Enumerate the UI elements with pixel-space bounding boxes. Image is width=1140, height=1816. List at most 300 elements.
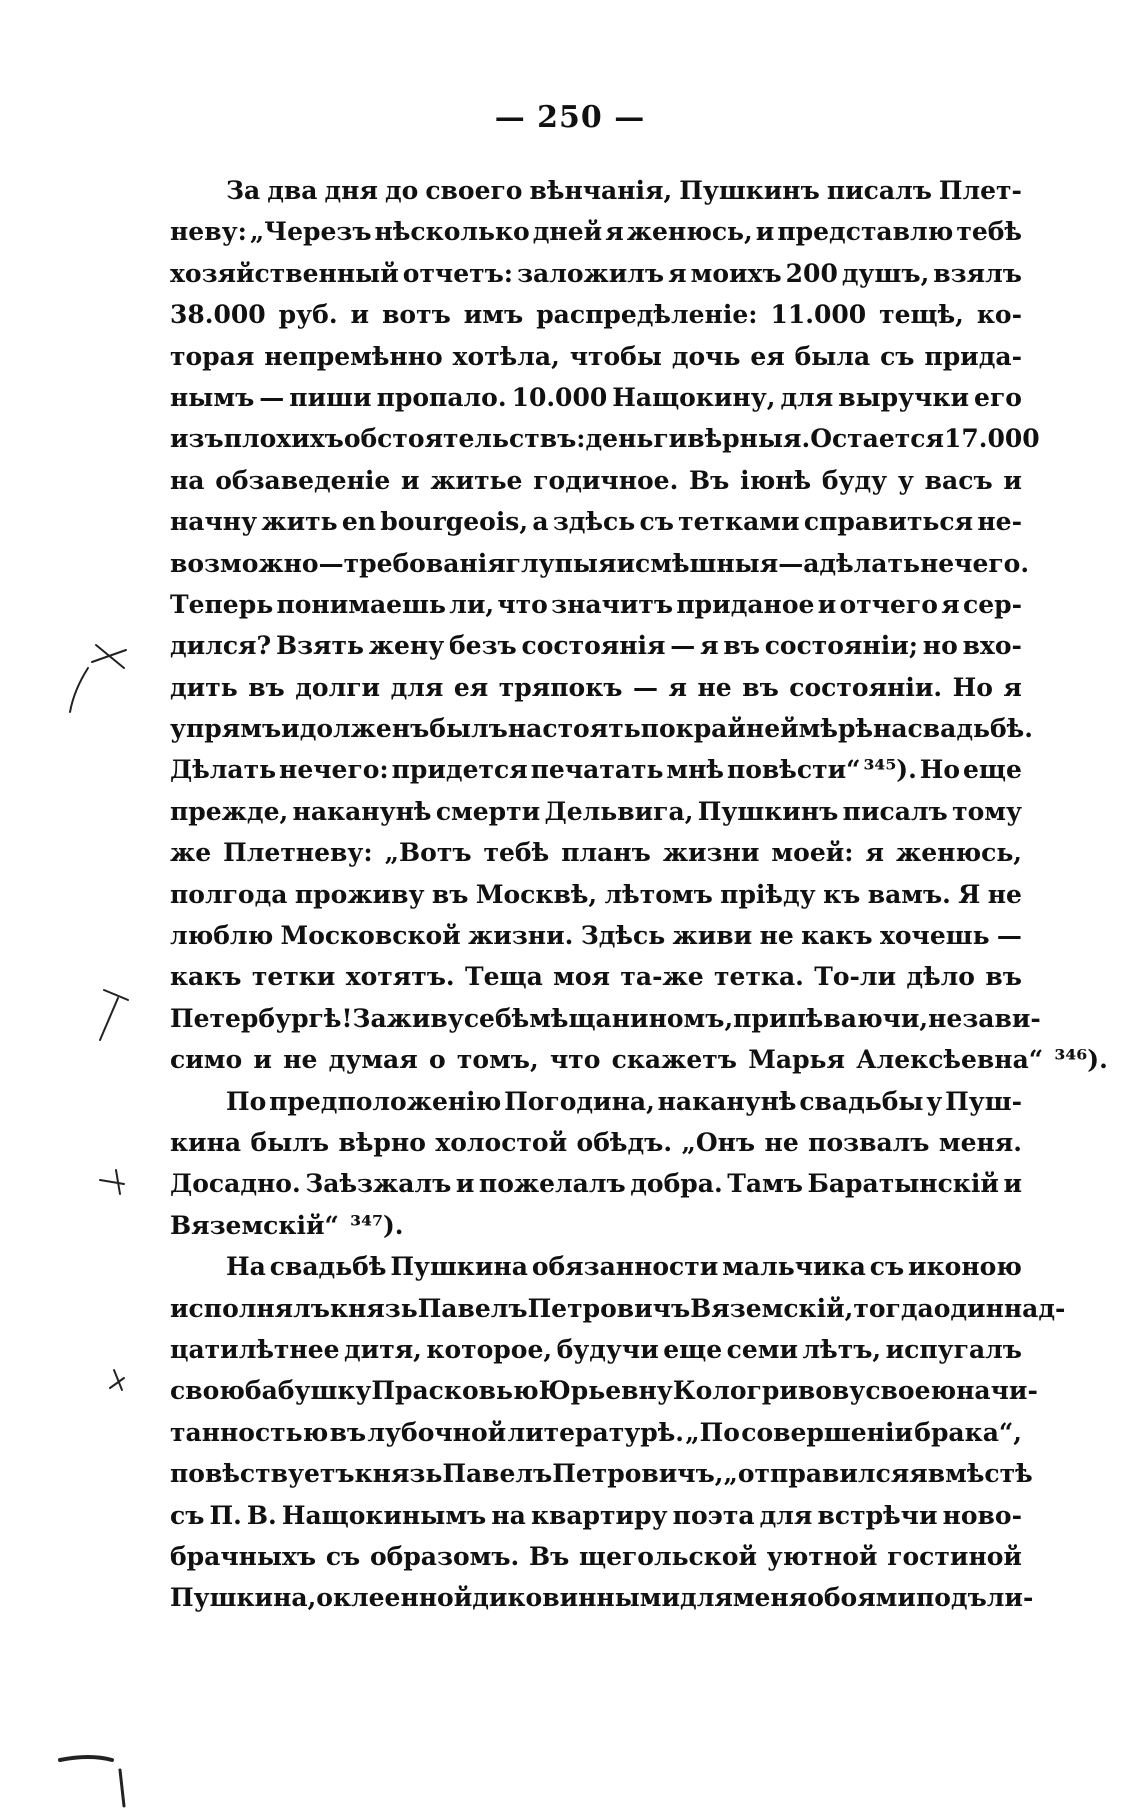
word: чтобы [569, 341, 662, 371]
word: придется [391, 755, 528, 785]
word: Заѣзжалъ [305, 1169, 452, 1199]
word: лубочной [367, 1417, 507, 1447]
word: не [987, 879, 1022, 909]
word: пропало. [376, 382, 507, 412]
word: хотѣла, [452, 341, 560, 371]
word: тряпокъ [498, 672, 623, 702]
word: его [974, 382, 1022, 412]
word: Москвѣ, [475, 879, 598, 909]
word: 38.000 [170, 300, 266, 330]
word: печатать [530, 755, 664, 785]
word: Пушкинъ [697, 796, 839, 826]
word: Петербургѣ! [170, 1003, 353, 1033]
word: прежде, [170, 796, 289, 826]
word: въ [431, 879, 469, 909]
word: В. [246, 1500, 277, 1530]
word: въ [742, 672, 779, 702]
word: повѣсти“ [726, 755, 861, 785]
word: Дельвига, [544, 796, 694, 826]
word: мальчика [722, 1252, 866, 1282]
word: князь [329, 1293, 418, 1323]
word: упрямъ [170, 714, 282, 744]
word: неву: [170, 217, 247, 247]
pencil-mark [100, 998, 118, 1040]
word: жизни [662, 838, 760, 868]
word: незави- [928, 1003, 1041, 1033]
word: „По [685, 1417, 740, 1447]
word: предположенію [269, 1086, 502, 1116]
word: Нащокинымъ [281, 1500, 487, 1530]
word: что [497, 589, 548, 619]
word: дитя, [344, 1334, 422, 1364]
word: своего [425, 176, 523, 205]
word: вхо- [962, 631, 1022, 661]
word: семи [726, 1334, 799, 1364]
word: встрѣчи [817, 1500, 938, 1530]
word: исполнялъ [170, 1293, 330, 1323]
word: приданое [676, 589, 815, 619]
word: — [778, 548, 804, 578]
word: ея [453, 672, 489, 702]
word: отчего [839, 589, 938, 619]
word: дня [324, 176, 378, 205]
word: съ [170, 1500, 205, 1530]
word: отчетъ: [402, 258, 514, 288]
word: не [764, 1127, 799, 1157]
word: Кологривову [672, 1376, 866, 1406]
word: требованія [343, 548, 506, 578]
word: ли- [986, 1583, 1034, 1613]
word: жить [261, 507, 338, 537]
word: князь [354, 1459, 443, 1489]
word: заложилъ [517, 258, 665, 288]
word: я [605, 217, 624, 247]
word: Здѣсь [580, 921, 666, 951]
word: торая [170, 341, 255, 371]
word: дить [170, 672, 238, 702]
word: какъ [170, 962, 242, 992]
word: Дѣлать [170, 755, 277, 785]
word: лѣтомъ [604, 879, 713, 909]
word: позвалъ [808, 1127, 930, 1157]
word: холостой [435, 1127, 568, 1157]
word: Петровичъ [527, 1293, 691, 1323]
word: Пушкинъ [679, 176, 820, 205]
word: я [909, 1459, 928, 1489]
word: На [226, 1252, 266, 1282]
word: квартиру [530, 1500, 668, 1530]
word: диковинными [472, 1583, 681, 1613]
word: добра. [630, 1169, 723, 1199]
word: пиши [289, 382, 372, 412]
word: писалъ [842, 796, 948, 826]
word: распредѣленіе: [536, 300, 758, 330]
word: ³⁴⁷). [350, 1210, 404, 1240]
word: и [455, 1169, 475, 1199]
word: пожелалъ [478, 1169, 626, 1199]
word: скажетъ [611, 1045, 737, 1075]
word: нѣсколько [374, 217, 530, 247]
word: вмѣстѣ [927, 1459, 1033, 1489]
word: состоянія [521, 631, 666, 661]
word: Нащокину, [612, 382, 776, 412]
word: Въ [689, 465, 730, 495]
word: я [668, 258, 687, 288]
word: руб. [278, 300, 338, 330]
word: своею [865, 1376, 957, 1406]
word: на [491, 1500, 526, 1530]
word: Досадно. [170, 1169, 301, 1199]
word: васъ [924, 465, 993, 495]
word: То-ли [814, 962, 897, 992]
word: на [873, 714, 908, 744]
word: тетки [251, 962, 336, 992]
word: Погодина, [504, 1086, 655, 1116]
word: глупыя [505, 548, 617, 578]
word: повѣствуетъ [170, 1459, 355, 1489]
word: начну [170, 507, 258, 537]
word: взялъ [933, 258, 1022, 288]
page-number: — 250 — [494, 100, 646, 135]
word: писалъ [826, 176, 932, 205]
word: вѣрныя. [687, 424, 811, 454]
word: и [281, 714, 300, 744]
word: моихъ [690, 258, 782, 288]
word: моей: [771, 838, 854, 868]
word: хочешь [879, 921, 990, 951]
word: припѣваючи, [733, 1003, 929, 1033]
word: брака“, [914, 1417, 1022, 1447]
word: крайней [675, 714, 799, 744]
word: 17.000 [943, 424, 1040, 454]
word: Заживу [352, 1003, 464, 1033]
word: оклеенной [316, 1583, 473, 1613]
word: въ [985, 962, 1022, 992]
word: женюсь, [896, 838, 1022, 868]
word: у [926, 1086, 943, 1116]
pencil-mark [92, 650, 126, 662]
word: наканунѣ [292, 796, 432, 826]
word: дился? [170, 631, 272, 661]
word: тетками [678, 507, 800, 537]
word: два [267, 176, 318, 205]
word: поэта [672, 1500, 755, 1530]
word: здѣсь [552, 507, 636, 537]
word: Пуш- [945, 1086, 1022, 1116]
word: состояніи; [764, 631, 919, 661]
word: ново- [942, 1500, 1022, 1530]
word: Тамъ [727, 1169, 803, 1199]
word: подъ [915, 1583, 987, 1613]
word: справиться [803, 507, 974, 537]
word: Взять [275, 631, 364, 661]
word: жизни. [468, 921, 574, 951]
word: которое, [426, 1334, 553, 1364]
word: Павелъ [442, 1459, 553, 1489]
word: будучи [556, 1334, 659, 1364]
word: у [897, 465, 914, 495]
word: Юрьевну [538, 1376, 673, 1406]
word: себѣ [463, 1003, 530, 1033]
word: цатилѣтнее [170, 1334, 340, 1364]
word: свадьбѣ. [907, 714, 1033, 744]
word: лѣтъ, [802, 1334, 882, 1364]
word: я [865, 838, 884, 868]
word: Петровичъ, [552, 1459, 724, 1489]
word: планъ [561, 838, 651, 868]
word: пріѣду [720, 879, 816, 909]
word: буду [821, 465, 888, 495]
word: имъ [463, 300, 524, 330]
word: въ [329, 1417, 367, 1447]
word: За [226, 176, 261, 205]
word: меня [732, 1583, 808, 1613]
word: по [640, 714, 676, 744]
word: и [350, 300, 370, 330]
word: ли, [449, 589, 495, 619]
word: Теща [465, 962, 543, 992]
word: съ [325, 1541, 361, 1571]
word: долги [295, 672, 381, 702]
word: живи [672, 921, 753, 951]
word: къ [823, 879, 861, 909]
word: въ [723, 631, 760, 661]
ink-smudge [120, 1770, 124, 1806]
word: Плетневу: [223, 838, 373, 868]
word: ея [750, 341, 785, 371]
word: 200 [785, 258, 838, 288]
word: Но [919, 755, 961, 785]
pencil-mark [104, 990, 128, 1000]
word: іюнѣ [740, 465, 812, 495]
word: еще [963, 755, 1022, 785]
pencil-mark [100, 1180, 124, 1184]
word: состояніи. [789, 672, 943, 702]
word: — [318, 548, 344, 578]
word: обѣдъ. [576, 1127, 673, 1157]
word: щегольской [579, 1541, 758, 1571]
word: настоять [507, 714, 641, 744]
word: „Черезъ [249, 217, 372, 247]
word: сер- [962, 589, 1022, 619]
word: Пушкина [390, 1252, 528, 1282]
word: была [794, 341, 871, 371]
word: изъ [170, 424, 224, 454]
word: я [700, 631, 719, 661]
word: мнѣ [666, 755, 725, 785]
word: 11.000 [770, 300, 867, 330]
word: смерти [435, 796, 541, 826]
word: одиннад- [933, 1293, 1066, 1323]
word: не- [977, 507, 1022, 537]
word: а [803, 548, 820, 578]
word: en [341, 507, 376, 537]
word: непремѣнно [264, 341, 443, 371]
word: люблю [170, 921, 274, 951]
word: — [670, 631, 696, 661]
word: былъ [250, 1127, 330, 1157]
word: а [532, 507, 549, 537]
word: Вяземскій, [690, 1293, 854, 1323]
word: наканунѣ [657, 1086, 797, 1116]
word: женюсь, [626, 217, 753, 247]
word: долженъ [299, 714, 430, 744]
word: — [259, 382, 285, 412]
word: вотъ [382, 300, 451, 330]
word: нечего: [279, 755, 389, 785]
word: тебѣ [483, 838, 550, 868]
word: ³⁴⁵). [863, 755, 917, 785]
word: Пушкина, [170, 1583, 317, 1613]
word: тогда [853, 1293, 934, 1323]
word: и [401, 465, 420, 495]
word: возможно [170, 548, 319, 578]
word: проживу [294, 879, 425, 909]
word: тетка. [714, 962, 804, 992]
word: брачныхъ [170, 1541, 317, 1571]
word: вѣнчанія, [529, 176, 673, 205]
word: дочь [671, 341, 741, 371]
word: ко- [976, 300, 1022, 330]
word: не [759, 921, 794, 951]
word: дней [532, 217, 603, 247]
word: въ [248, 672, 285, 702]
word: свою [170, 1376, 245, 1406]
word: что [549, 1045, 601, 1075]
word: свадьбѣ [269, 1252, 387, 1282]
word: bourgeois, [380, 507, 529, 537]
word: Остается [810, 424, 944, 454]
word: Павелъ [417, 1293, 528, 1323]
word: дѣло [906, 962, 975, 992]
word: душъ, [841, 258, 930, 288]
word: прида- [924, 341, 1022, 371]
word: не [697, 672, 732, 702]
word: съ [869, 1252, 905, 1282]
word: По [226, 1086, 267, 1116]
word: и [1003, 465, 1022, 495]
word: обязанности [531, 1252, 719, 1282]
word: для [759, 1500, 813, 1530]
word: томъ, [456, 1045, 539, 1075]
word: ³⁴⁶). [1054, 1045, 1108, 1075]
word: плохихъ [223, 424, 344, 454]
word: полгода [170, 879, 288, 909]
word: П. [209, 1500, 242, 1530]
word: но [922, 631, 958, 661]
word: я [668, 672, 687, 702]
word: значитъ [551, 589, 674, 619]
word: тебѣ [956, 217, 1022, 247]
word: начи- [956, 1376, 1038, 1406]
word: смѣшныя [635, 548, 779, 578]
word: хозяйственный [170, 258, 399, 288]
word: Въ [528, 1541, 570, 1571]
word: мѣщаниномъ, [529, 1003, 734, 1033]
word: до [384, 176, 419, 205]
word: думая [328, 1045, 418, 1075]
word: та-же [620, 962, 704, 992]
word: „отправился [723, 1459, 910, 1489]
word: Вяземскій“ [170, 1210, 339, 1240]
word: для [680, 1583, 733, 1613]
word: — [996, 921, 1022, 951]
word: вѣрно [338, 1127, 426, 1157]
word: былъ [429, 714, 508, 744]
word: свадьбы [799, 1086, 924, 1116]
word: литературѣ. [507, 1417, 684, 1447]
word: на [170, 465, 205, 495]
word: для [780, 382, 834, 412]
word: Плет- [938, 176, 1022, 205]
word: 10.000 [511, 382, 608, 412]
word: и [253, 1045, 272, 1075]
word: выручки [838, 382, 970, 412]
word: нымъ [170, 382, 255, 412]
word: обстоятельствъ: [343, 424, 586, 454]
word: Я [958, 879, 981, 909]
word: и [1003, 1169, 1022, 1199]
word: вамъ. [867, 879, 951, 909]
word: „Онъ [681, 1127, 756, 1157]
word: не [283, 1045, 318, 1075]
word: житье [430, 465, 523, 495]
word: уютной [766, 1541, 878, 1571]
word: симо [170, 1045, 243, 1075]
word: Московской [280, 921, 461, 951]
word: танностью [170, 1417, 329, 1447]
word: я [941, 589, 960, 619]
word: Алексѣевна“ [856, 1045, 1044, 1075]
word: безъ [448, 631, 517, 661]
word: деньги [585, 424, 688, 454]
word: еще [663, 1334, 723, 1364]
word: бабушку [244, 1376, 372, 1406]
word: мѣрѣ [798, 714, 874, 744]
word: обоями [807, 1583, 916, 1613]
word: и [616, 548, 635, 578]
pencil-mark [70, 668, 88, 712]
word: совершеніи [741, 1417, 913, 1447]
word: дѣлать [819, 548, 920, 578]
word: тому [952, 796, 1022, 826]
word: съ [880, 341, 915, 371]
word: и [755, 217, 775, 247]
word: съ [639, 507, 674, 537]
word: Баратынскій [807, 1169, 999, 1199]
word: и [817, 589, 837, 619]
ink-smudge [60, 1757, 112, 1760]
word: — [632, 672, 658, 702]
word: понимаешь [276, 589, 446, 619]
word: меня. [938, 1127, 1022, 1157]
word: иконою [908, 1252, 1022, 1282]
word: испугалъ [885, 1334, 1022, 1364]
word: жену [368, 631, 445, 661]
word: хотятъ. [345, 962, 455, 992]
word: нечего. [919, 548, 1030, 578]
word: я [1003, 672, 1022, 702]
word: образомъ. [369, 1541, 520, 1571]
word: представлю [777, 217, 954, 247]
word: Но [952, 672, 993, 702]
word: годичное. [533, 465, 679, 495]
word: для [390, 672, 444, 702]
word: „Вотъ [384, 838, 472, 868]
word: о [428, 1045, 446, 1075]
word: Марья [748, 1045, 845, 1075]
word: тещѣ, [879, 300, 964, 330]
